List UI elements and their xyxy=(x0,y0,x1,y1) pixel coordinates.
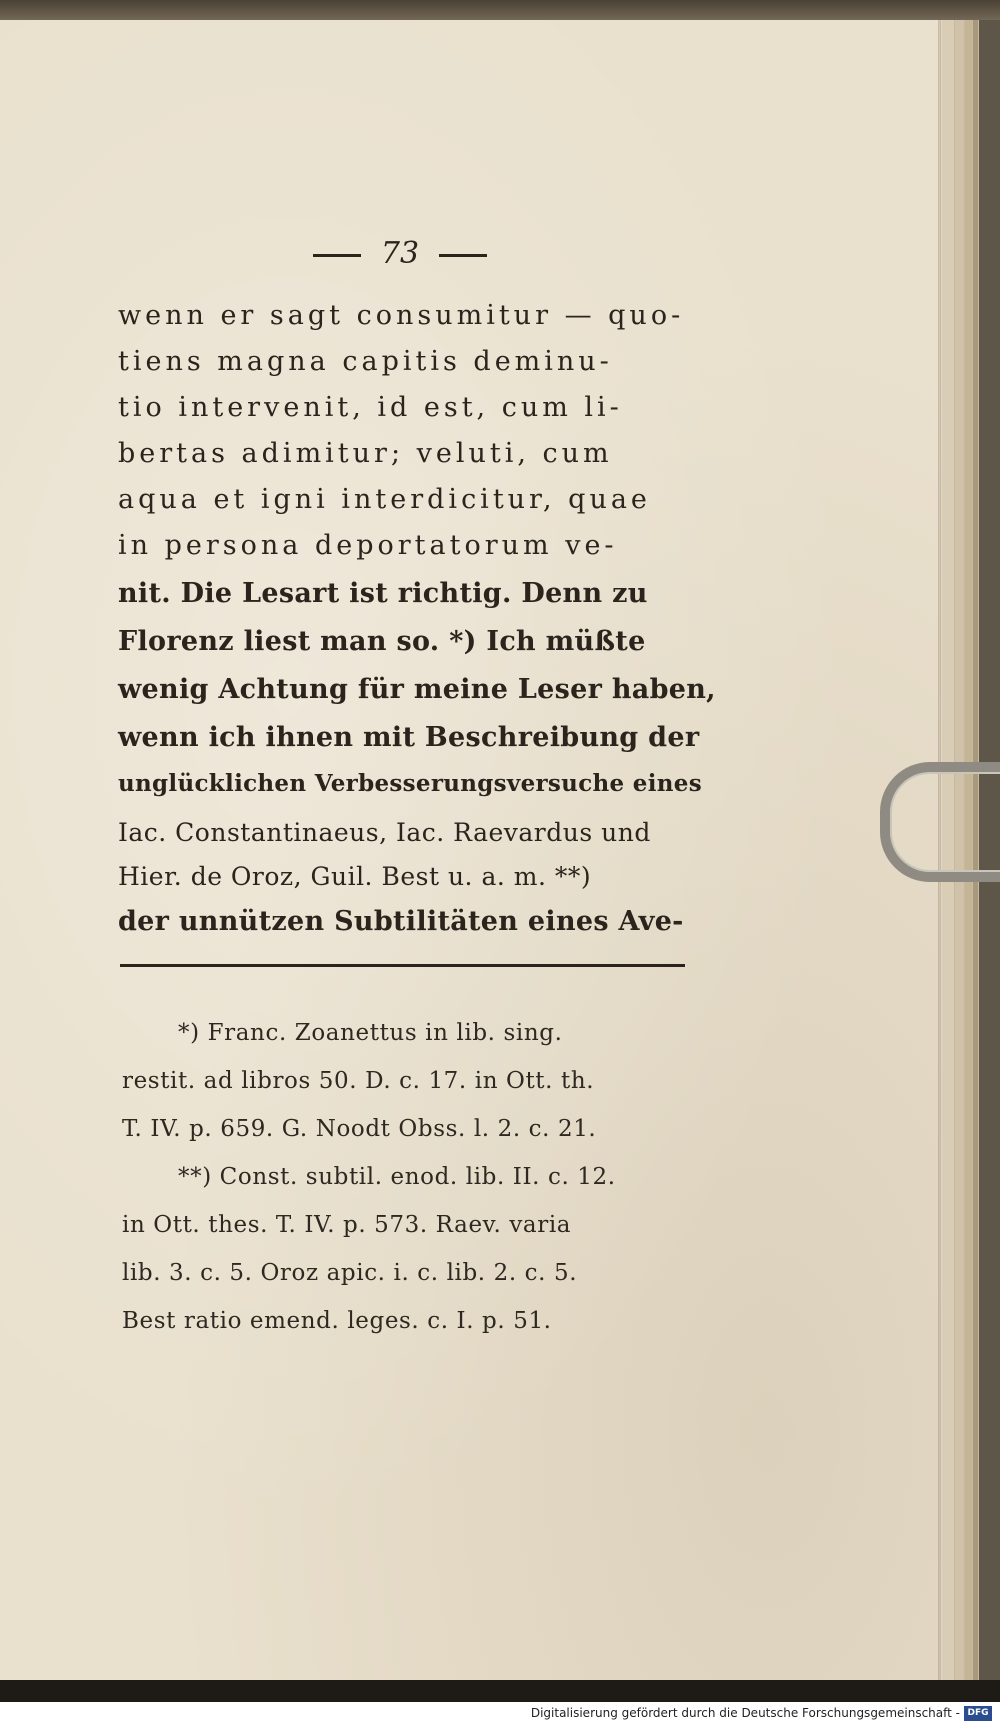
body-line: in persona deportatorum ve- xyxy=(118,530,618,561)
body-line: wenn ich ihnen mit Beschreibung der xyxy=(118,722,700,753)
dash-right xyxy=(439,254,487,257)
body-line: aqua et igni interdicitur, quae xyxy=(118,484,651,515)
footer-credit: Digitalisierung gefördert durch die Deutsche Forschungsgemeinschaft - xyxy=(530,1706,960,1720)
body-line: Iac. Constantinaeus, Iac. Raevardus und xyxy=(118,818,651,847)
footnote-line: lib. 3. c. 5. Oroz apic. i. c. lib. 2. c. 5. xyxy=(122,1260,578,1286)
footnote-line: restit. ad libros 50. D. c. 17. in Ott. th. xyxy=(122,1068,595,1094)
body-line: wenn er sagt consumitur — quo- xyxy=(118,300,685,331)
page-number-value: 73 xyxy=(380,236,420,271)
footnote-line: *) Franc. Zoanettus in lib. sing. xyxy=(178,1020,563,1046)
dfg-logo-icon: DFG xyxy=(964,1706,992,1721)
body-line: nit. Die Lesart ist richtig. Denn zu xyxy=(118,578,648,609)
body-line: der unnützen Subtilitäten eines Ave- xyxy=(118,906,684,937)
scan-bottom-edge xyxy=(0,1680,1000,1702)
body-line: tio intervenit, id est, cum li- xyxy=(118,392,623,423)
body-line: bertas adimitur; veluti, cum xyxy=(118,438,613,469)
page-number xyxy=(280,236,520,271)
footnote-line: Best ratio emend. leges. c. I. p. 51. xyxy=(122,1308,552,1334)
footer-bar xyxy=(0,1702,1000,1725)
footnote-line: in Ott. thes. T. IV. p. 573. Raev. varia xyxy=(122,1212,572,1238)
body-line: tiens magna capitis deminu- xyxy=(118,346,613,377)
body-line: Hier. de Oroz, Guil. Best u. a. m. **) xyxy=(118,862,592,891)
footnote-line: T. IV. p. 659. G. Noodt Obss. l. 2. c. 21. xyxy=(122,1116,597,1142)
body-line: wenig Achtung für meine Leser haben, xyxy=(118,674,716,705)
body-line: unglücklichen Verbesserungsversuche eines xyxy=(118,770,702,797)
dash-left xyxy=(313,254,361,257)
footnote-divider xyxy=(120,964,685,967)
body-line: Florenz liest man so. *) Ich müßte xyxy=(118,626,646,657)
paper-clip-icon xyxy=(880,762,1000,882)
footnote-line: **) Const. subtil. enod. lib. II. c. 12. xyxy=(178,1164,616,1190)
